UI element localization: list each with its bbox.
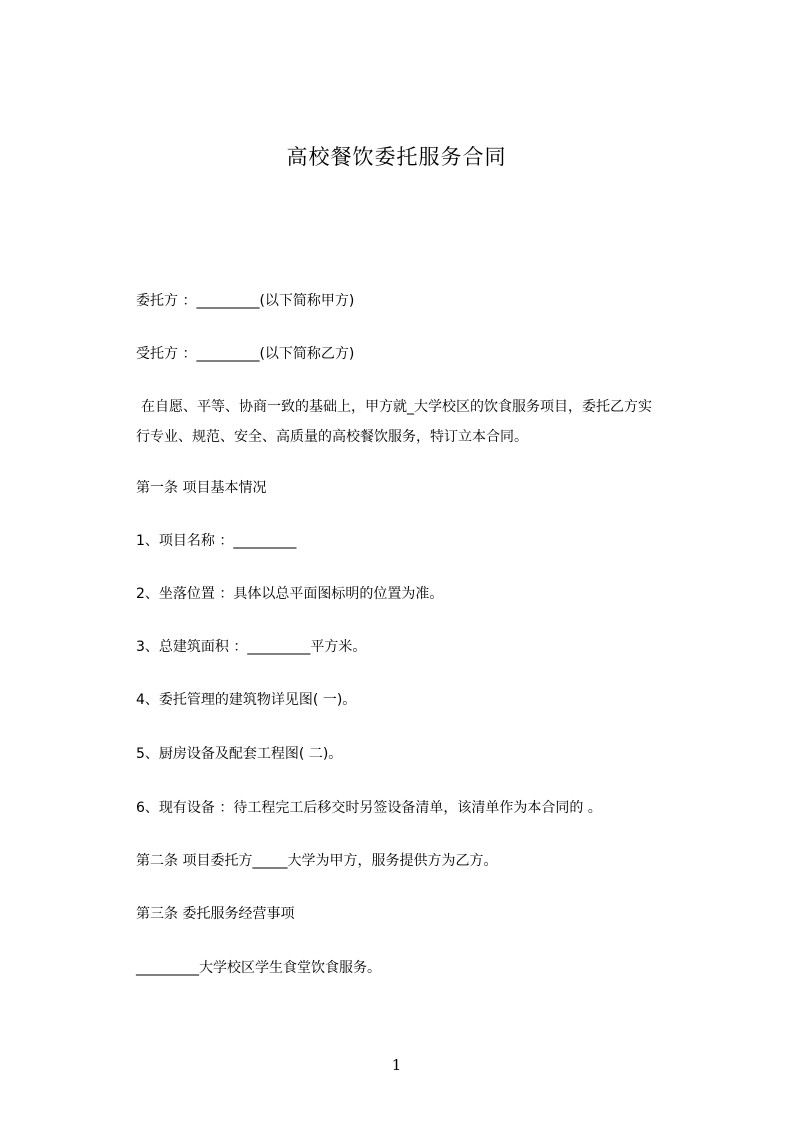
article-1-item-2: 2、坐落位置 ：具体以总平面图标明的位置为准。: [136, 586, 444, 602]
article-3-content: _________大学校区学生食堂饮食服务。: [136, 960, 381, 976]
article-1-item-3: 3、总建筑面积 ：_________平方米。: [136, 639, 367, 655]
article-1-item-6: 6、现有设备 ：待工程完工后移交时另签设备清单，该清单作为本合同的 。: [136, 800, 602, 816]
article-3-heading: 第三条 委托服务经营事项: [136, 906, 295, 922]
article-2-heading: 第二条 项目委托方_____大学为甲方，服务提供方为乙方。: [136, 853, 498, 869]
article-1-item-4: 4、委托管理的建筑物详见图( 一)。: [136, 692, 357, 708]
client-party-line: 委托方 ：_________(以下简称甲方): [136, 293, 355, 309]
intro-text: 在自愿、平等、协商一致的基础上，甲方就_大学校区的饮食服务项目，委托乙方实行专业、规范、安全、高质量的高校餐饮服务，特订立本合同。: [136, 399, 652, 445]
article-1-item-5: 5、厨房设备及配套工程图( 二)。: [136, 746, 343, 762]
document-title: 高校餐饮委托服务合同: [286, 145, 507, 169]
intro-paragraph: [136, 392, 664, 452]
article-1-item-1: 1、项目名称 ：_________: [136, 533, 297, 549]
contractor-party-line: 受托方 ：_________(以下简称乙方): [136, 346, 355, 362]
page-number: 1: [391, 1056, 402, 1074]
article-1-heading: 第一条 项目基本情况: [136, 480, 267, 496]
